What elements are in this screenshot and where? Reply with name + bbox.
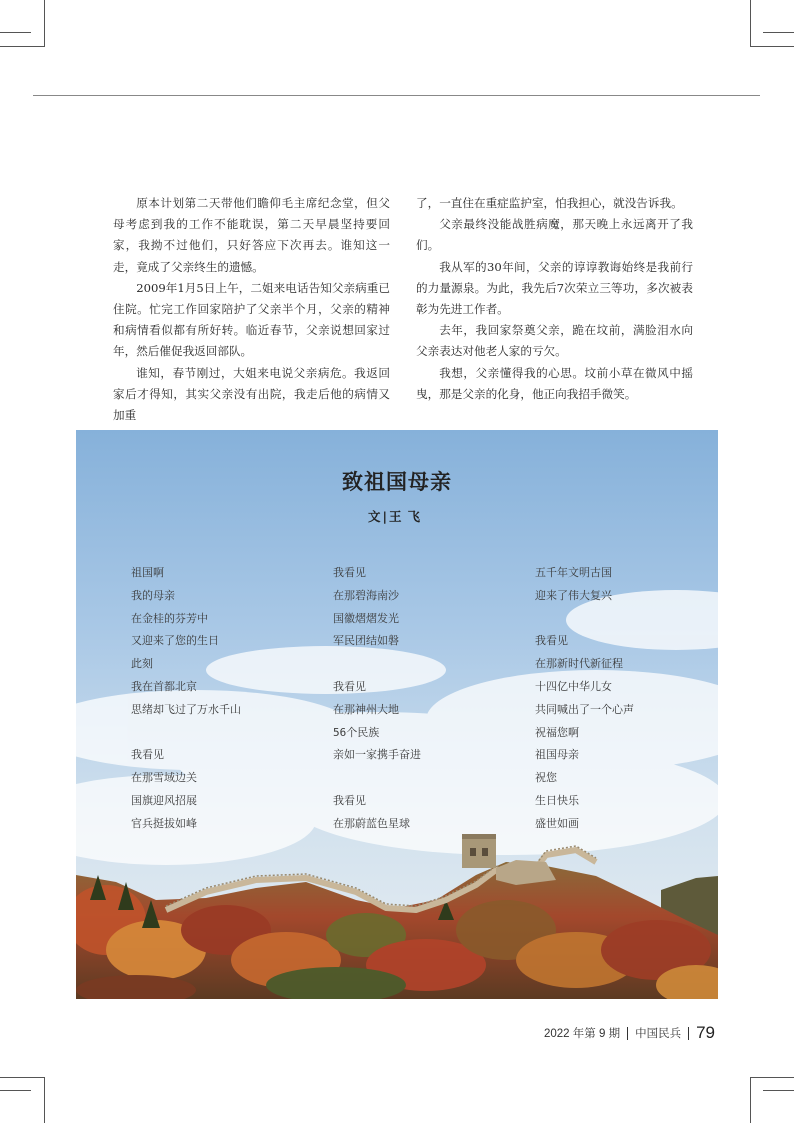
- poem-line: 十四亿中华儿女: [535, 679, 612, 693]
- poem-line: 祖国母亲: [535, 748, 579, 762]
- poem-line: 在那蔚蓝色星球: [333, 816, 410, 830]
- poem-line: 国旗迎风招展: [131, 793, 197, 807]
- poem-line: 我看见: [333, 793, 366, 807]
- poem-line: 在那神州大地: [333, 702, 399, 716]
- poem-line: 思绪却飞过了万水千山: [131, 702, 241, 716]
- crop-mark: [750, 1077, 751, 1123]
- poem-line: [333, 653, 493, 676]
- poem-line: 祝您: [535, 771, 557, 785]
- crop-mark: [44, 0, 45, 46]
- poem-column-1: [131, 562, 291, 836]
- poem-line: 又迎来了您的生日: [131, 634, 219, 648]
- article-paragraph: 父亲最终没能战胜病魔，那天晚上永远离开了我们。: [416, 217, 693, 253]
- poem-line: 我看见: [333, 679, 366, 693]
- poem-line: 盛世如画: [535, 816, 579, 830]
- article-paragraph: 去年，我回家祭奠父亲，跪在坟前，满脸泪水向父亲表达对他老人家的亏欠。: [416, 323, 693, 359]
- byline-separator: |: [382, 509, 388, 524]
- poem-line: 亲如一家携手奋进: [333, 748, 421, 762]
- poem-line: 我看见: [333, 566, 366, 579]
- crop-mark: [763, 32, 794, 33]
- page-footer: [544, 1023, 715, 1043]
- poem-column-2: [333, 562, 493, 836]
- poem-column-3: [535, 562, 695, 836]
- poem-line: 军民团结如磐: [333, 634, 399, 648]
- poem-line: 在那碧海南沙: [333, 588, 399, 602]
- article-column-right: [416, 193, 693, 405]
- crop-mark: [750, 1077, 794, 1078]
- poem-line: [131, 722, 291, 745]
- article-paragraph: 原本计划第二天带他们瞻仰毛主席纪念堂，但父母考虑到我的工作不能耽误，第二天早晨坚持要回家，我拗不过他们，只好答应下次再去。谁知这一走，竟成了父亲终生的遗憾。: [113, 196, 390, 274]
- crop-mark: [0, 46, 45, 47]
- poem-line: 此刻: [131, 657, 153, 671]
- crop-mark: [44, 1077, 45, 1123]
- poem-line: 我看见: [131, 748, 164, 762]
- article-paragraph: 我从军的30年间，父亲的谆谆教诲始终是我前行的力量源泉。为此，我先后7次荣立三等功，多次被表彰为先进工作者。: [416, 259, 693, 317]
- poem-line: 在那新时代新征程: [535, 657, 623, 671]
- poem-line: [535, 608, 695, 631]
- poem-line: [333, 767, 493, 790]
- magazine-name: 中国民兵: [635, 1028, 682, 1040]
- crop-mark: [750, 46, 794, 47]
- poem-line: 祝福您啊: [535, 725, 579, 739]
- header-rule: [33, 95, 760, 96]
- poem-byline: [0, 507, 794, 525]
- page-number: 79: [696, 1023, 715, 1042]
- crop-mark: [0, 1090, 31, 1091]
- poem-line: 在金桂的芬芳中: [131, 611, 208, 625]
- crop-mark: [750, 0, 751, 46]
- poem-line: 五千年文明古国: [535, 566, 612, 579]
- crop-mark: [0, 1077, 45, 1078]
- poem-line: 我在首都北京: [131, 679, 197, 693]
- footer-divider: [627, 1027, 628, 1040]
- poem-line: 官兵挺拔如峰: [131, 816, 197, 830]
- issue-label: 2022 年第 9 期: [544, 1028, 621, 1040]
- poem-line: 在那雪域边关: [131, 771, 197, 785]
- footer-divider: [688, 1027, 689, 1040]
- byline-prefix: 文: [367, 509, 381, 524]
- poem-line: 生日快乐: [535, 793, 579, 807]
- poem-line: 我看见: [535, 634, 568, 648]
- crop-mark: [763, 1090, 794, 1091]
- poem-line: 56个民族: [333, 725, 380, 739]
- article-column-left: [113, 193, 390, 426]
- article-paragraph: 2009年1月5日上午，二姐来电话告知父亲病重已住院。忙完工作回家陪护了父亲半个月，父亲的精神和病情看似都有所好转。临近春节，父亲说想回家过年，然后催促我返回部队。: [113, 280, 390, 359]
- poem-title: 致祖国母亲: [342, 469, 452, 494]
- poem-author: 王飞: [389, 509, 427, 524]
- crop-mark: [0, 32, 31, 33]
- poem-line: 祖国啊: [131, 566, 164, 579]
- poem-line: 共同喊出了一个心声: [535, 702, 634, 716]
- poem-line: 我的母亲: [131, 588, 175, 602]
- poem-line: 迎来了伟大复兴: [535, 588, 612, 602]
- article-paragraph: 谁知，春节刚过，大姐来电说父亲病危。我返回家后才得知，其实父亲没有出院，我走后他的病情又加重: [113, 365, 390, 423]
- article-paragraph: 我想，父亲懂得我的心思。坟前小草在微风中摇曳，那是父亲的化身，他正向我招手微笑。: [416, 365, 693, 401]
- poem-line: 国徽熠熠发光: [333, 611, 399, 625]
- article-paragraph: 了，一直住在重症监护室，怕我担心，就没告诉我。: [416, 196, 683, 210]
